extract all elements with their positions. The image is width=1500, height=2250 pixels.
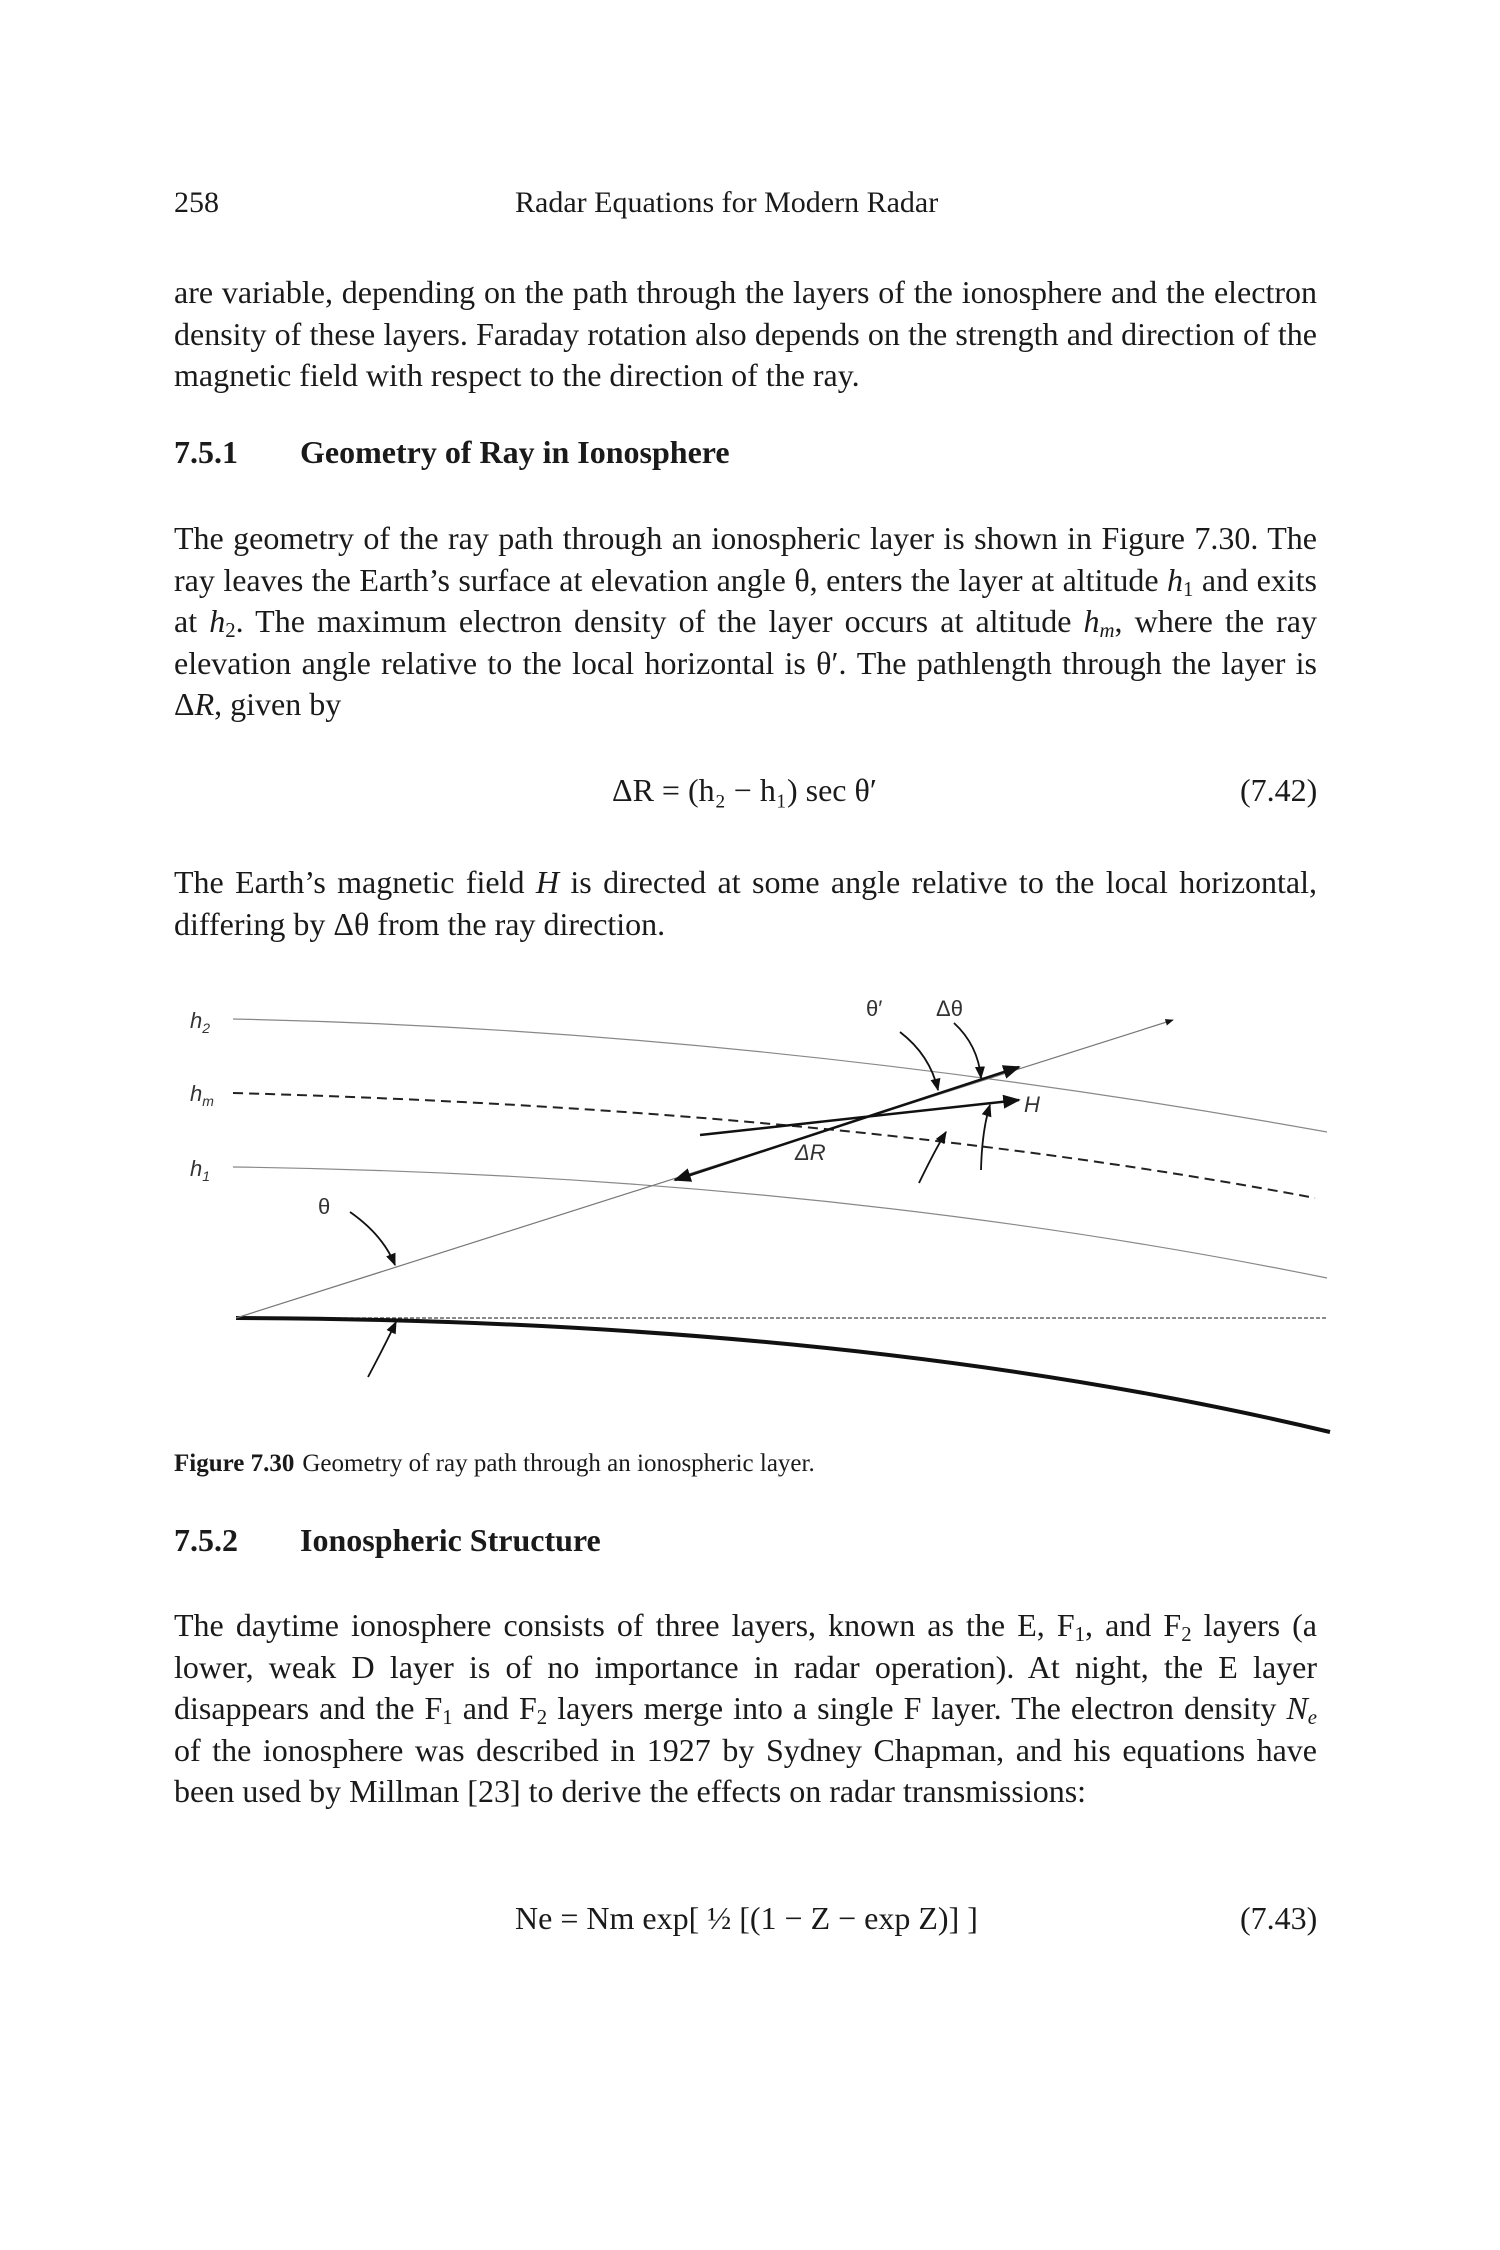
var-h: h xyxy=(1167,561,1184,598)
text: and F xyxy=(452,1690,537,1726)
caption-label: Figure 7.30 xyxy=(174,1450,295,1477)
h2-layer-curve xyxy=(233,1019,1327,1132)
section-number: 7.5.2 xyxy=(174,1522,238,1558)
text: The geometry of the ray path through an ionospheric layer is shown in Figure 7.30. The ray leaves the Earth’s surface at elevation angle θ, enters the layer at altitude xyxy=(174,520,1317,598)
label-h1: $h_1$ xyxy=(190,1156,211,1184)
running-title: Radar Equations for Modern Radar xyxy=(515,186,939,219)
label-h-field: H xyxy=(1024,1092,1040,1117)
sub: 1 xyxy=(1183,577,1194,601)
label-delta-r: ΔR xyxy=(795,1140,826,1165)
sub: 2 xyxy=(1181,1623,1192,1647)
h-field-arrow xyxy=(700,1100,1019,1135)
theta-prime-arrow xyxy=(900,1032,938,1090)
delta-theta-lower-arrow xyxy=(981,1105,990,1170)
var-h: h xyxy=(1083,603,1100,639)
ray-geometry-figure xyxy=(0,960,1500,1450)
paragraph-2 xyxy=(174,518,1317,726)
text: of the ionosphere was described in 1927 by Sydney Chapman, and his equations have been used by Millman [23] to derive the effects on radar transmissions: xyxy=(174,1731,1317,1809)
earth-surface xyxy=(236,1318,1330,1432)
page-number: 258 xyxy=(174,186,219,219)
sub: 2 xyxy=(225,619,236,643)
section-heading-7-5-1 xyxy=(174,434,730,471)
label-theta: θ xyxy=(318,1194,331,1219)
var-h: h xyxy=(209,603,226,639)
text: , where the ray elevation angle relative to the local horizontal is θ′. The pathlength through the layer is Δ xyxy=(174,603,1317,722)
theta-arrow xyxy=(350,1212,395,1265)
paragraph-4 xyxy=(174,1605,1317,1813)
text: The daytime ionosphere consists of three layers, known as the E, F xyxy=(174,1607,1075,1643)
equation-number: (7.42) xyxy=(1240,772,1318,808)
paragraph-1: are variable, depending on the path through the layers of the ionosphere and the electron density of these layers. Faraday rotation also depends on the strength and direction of the magnetic field with respect to the direction of the ray. xyxy=(174,274,1317,393)
section-heading-7-5-2 xyxy=(174,1522,601,1559)
var-H: H xyxy=(535,864,559,900)
text: . The maximum electron density of the layer occurs at altitude xyxy=(235,603,1084,639)
sub: 1 xyxy=(1074,1623,1086,1647)
label-hm: $h_m$ xyxy=(190,1081,214,1109)
equation-7-43: Ne = Nm exp[ ½ [(1 − Z − exp Z)] ] xyxy=(515,1900,978,1936)
delta-theta-arrow xyxy=(954,1023,981,1078)
horizon-angle-arrow xyxy=(368,1322,396,1377)
text: The Earth’s magnetic field xyxy=(174,864,536,900)
text: , and F xyxy=(1085,1607,1182,1643)
sub: e xyxy=(1307,1706,1318,1730)
text: layers (a lower, weak D layer is of no importance in radar operation). At night, the E layer disappears and the F xyxy=(174,1607,1318,1726)
var-N: N xyxy=(1286,1690,1308,1726)
figure-caption xyxy=(174,1450,815,1478)
sub: 2 xyxy=(536,1706,548,1730)
label-delta-theta: Δθ xyxy=(936,996,963,1021)
section-number: 7.5.1 xyxy=(174,434,238,470)
text: , given by xyxy=(214,686,342,722)
equation-7-42: ΔR = (h₂ − h₁) sec θ′ xyxy=(612,772,877,808)
section-title: Geometry of Ray in Ionosphere xyxy=(300,434,730,470)
caption-text: Geometry of ray path through an ionospheric layer. xyxy=(302,1450,815,1477)
h1-layer-curve xyxy=(233,1167,1327,1278)
equation-number: (7.43) xyxy=(1240,1900,1318,1936)
paragraph-3 xyxy=(174,862,1317,945)
text: and exits at xyxy=(174,561,1318,639)
sub: m xyxy=(1099,619,1115,643)
text: layers merge into a single F layer. The electron density xyxy=(547,1690,1287,1726)
label-h2: $h_2$ xyxy=(190,1008,211,1036)
hm-layer-curve xyxy=(233,1093,1315,1198)
text: is directed at some angle relative to the local horizontal, differing by Δθ from the ray direction. xyxy=(174,864,1318,942)
delta-r-arrow xyxy=(675,1067,1019,1180)
label-theta-prime: θ′ xyxy=(866,996,883,1021)
section-title: Ionospheric Structure xyxy=(300,1522,601,1558)
sub: 1 xyxy=(442,1706,453,1730)
var-R: R xyxy=(194,686,215,722)
